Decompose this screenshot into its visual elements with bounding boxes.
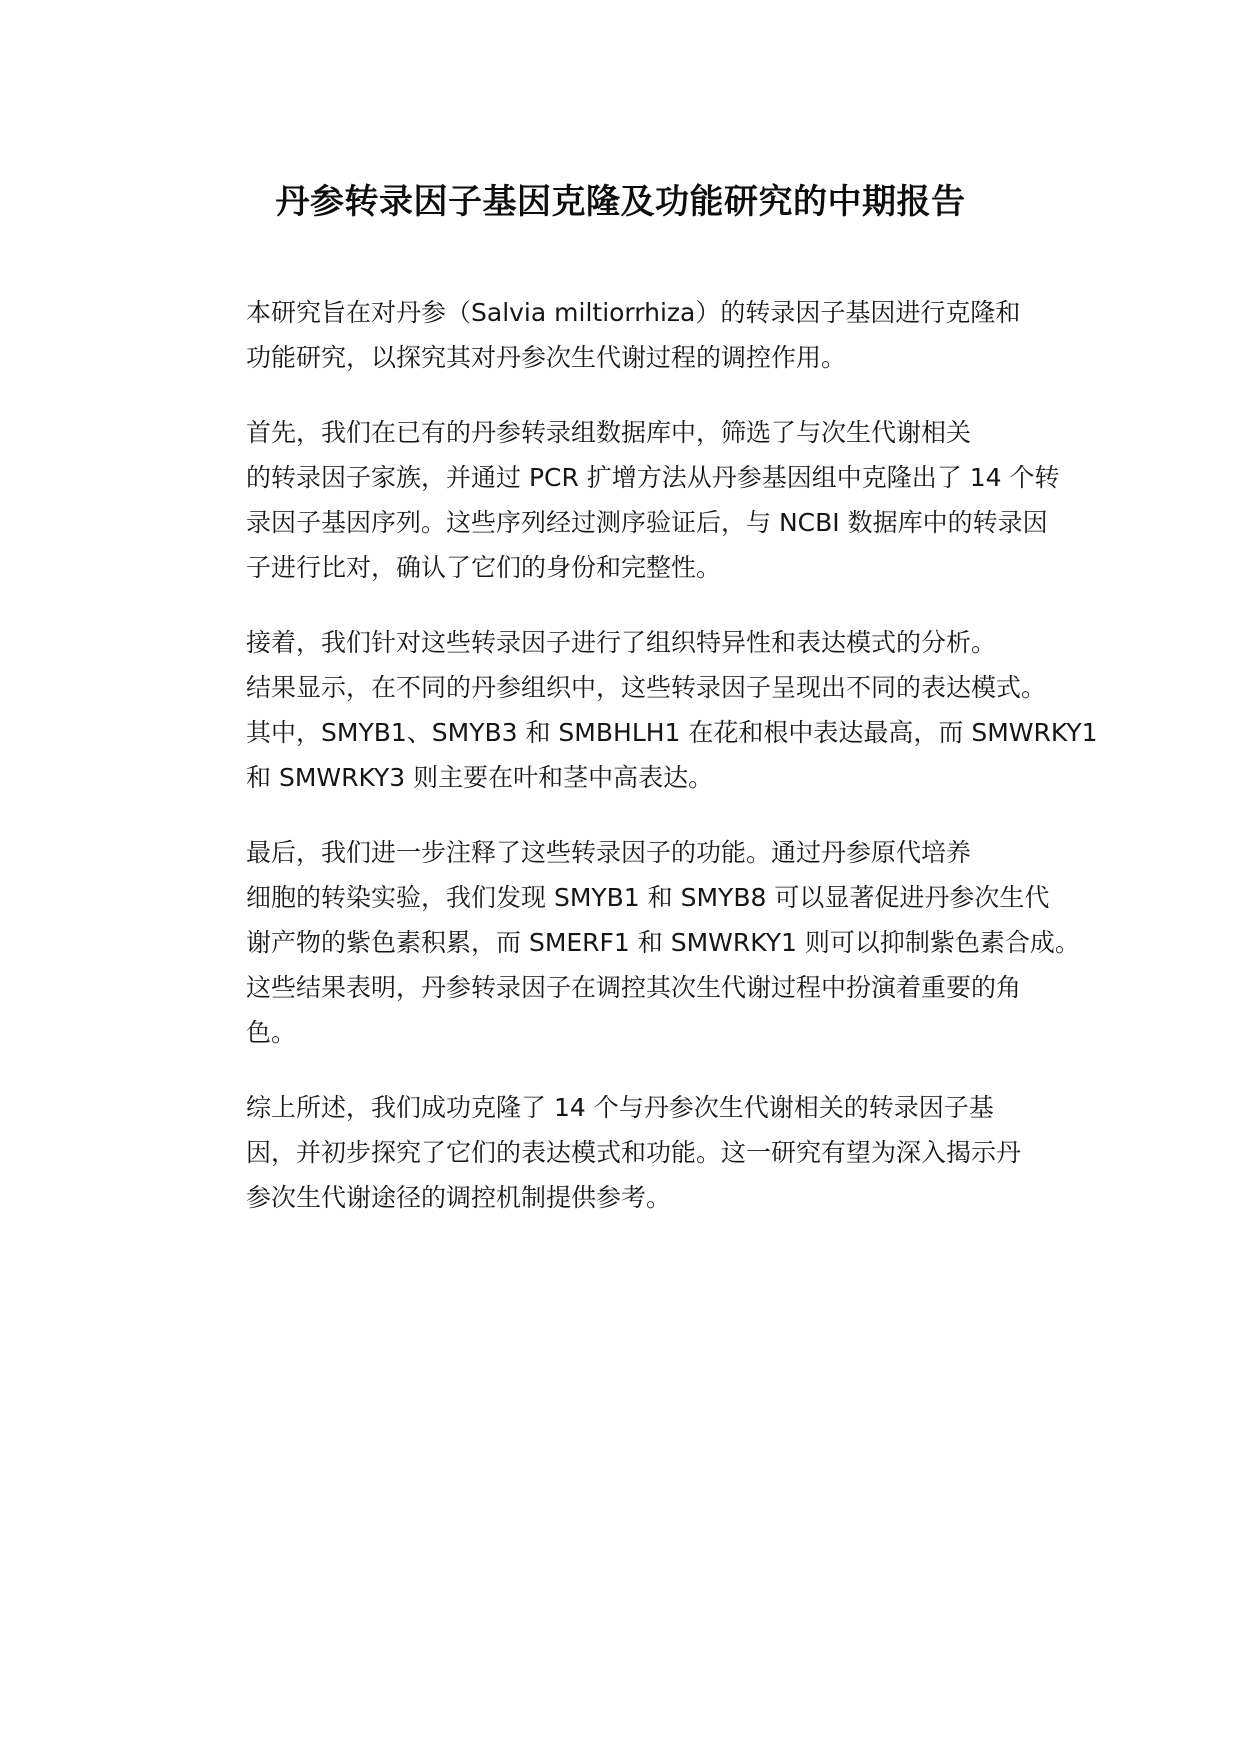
paragraph-line: 参次生代谢途径的调控机制提供参考。 bbox=[246, 1183, 672, 1212]
paragraph-conclusion bbox=[188, 1085, 1068, 1220]
paragraph-line: 录因子基因序列。这些序列经过测序验证后，与 NCBI 数据库中的转录因 bbox=[246, 508, 1048, 537]
paragraph-line: 谢产物的紫色素积累，而 SMERF1 和 SMWRKY1 则可以抑制紫色素合成。 bbox=[246, 928, 1080, 957]
paragraph-line: 和 SMWRKY3 则主要在叶和茎中高表达。 bbox=[246, 763, 714, 792]
paragraph-introduction bbox=[188, 290, 1068, 380]
document-title: 丹参转录因子基因克隆及功能研究的中期报告 bbox=[275, 182, 966, 222]
paragraph-line: 首先，我们在已有的丹参转录组数据库中，筛选了与次生代谢相关 bbox=[246, 418, 972, 447]
paragraph-line: 本研究旨在对丹参（Salvia miltiorrhiza）的转录因子基因进行克隆和 bbox=[246, 298, 1021, 327]
document-body bbox=[188, 290, 1098, 1250]
paragraph-line: 的转录因子家族，并通过 PCR 扩增方法从丹参基因组中克隆出了 14 个转 bbox=[246, 463, 1060, 492]
paragraph-line: 因，并初步探究了它们的表达模式和功能。这一研究有望为深入揭示丹 bbox=[246, 1138, 1022, 1167]
paragraph-line: 结果显示，在不同的丹参组织中，这些转录因子呈现出不同的表达模式。 bbox=[246, 673, 1047, 702]
paragraph-line: 色。 bbox=[246, 1018, 297, 1047]
paragraph-line: 细胞的转染实验，我们发现 SMYB1 和 SMYB8 可以显著促进丹参次生代 bbox=[246, 883, 1050, 912]
paragraph-line: 其中，SMYB1、SMYB3 和 SMBHLH1 在花和根中表达最高，而 SMWRKY1 bbox=[246, 718, 1098, 747]
paragraph-line: 这些结果表明，丹参转录因子在调控其次生代谢过程中扮演着重要的角 bbox=[246, 973, 1022, 1002]
paragraph-cloning bbox=[188, 410, 1068, 590]
paragraph-line: 最后，我们进一步注释了这些转录因子的功能。通过丹参原代培养 bbox=[246, 838, 972, 867]
paragraph-line: 子进行比对，确认了它们的身份和完整性。 bbox=[246, 553, 722, 582]
paragraph-line: 接着，我们针对这些转录因子进行了组织特异性和表达模式的分析。 bbox=[246, 628, 997, 657]
paragraph-function bbox=[188, 830, 1080, 1055]
paragraph-line: 综上所述，我们成功克隆了 14 个与丹参次生代谢相关的转录因子基 bbox=[246, 1093, 994, 1122]
paragraph-expression bbox=[188, 620, 1098, 800]
paragraph-line: 功能研究，以探究其对丹参次生代谢过程的调控作用。 bbox=[246, 343, 847, 372]
